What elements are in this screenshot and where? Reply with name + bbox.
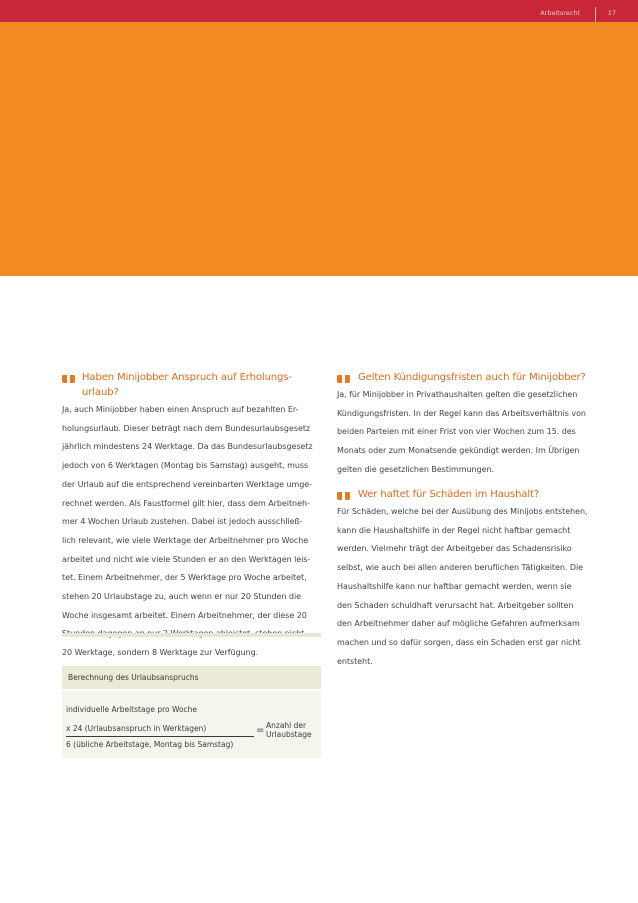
text-line: stehen 20 Urlaubstage zu, auch wenn er nur 20 Stunden die	[62, 592, 302, 602]
text-line: jährlich mindestens 24 Werktage. Da das Bundesurlaubsgesetz	[62, 442, 313, 452]
orange-image-block	[0, 22, 638, 276]
text-line: arbeitet und nicht wie viele Stunden er an den Werktagen leis-	[62, 554, 311, 564]
text-line: Haushaltshilfe kann nur haftbar gemacht werden, wenn sie	[337, 581, 572, 591]
text-line: werden. Vielmehr trägt der Arbeitgeber das Schadensrisiko	[337, 544, 572, 554]
text-line: jedoch von 6 Werktagen (Montag bis Samstag) ausgeht, muss	[62, 461, 309, 471]
fraction-line	[66, 736, 254, 737]
text-line: Monats oder zum Monatsende gekündigt werden. Im Übrigen	[337, 446, 580, 456]
question-liability: Wer haftet für Schäden im Haushalt?	[358, 489, 540, 500]
book-icon	[337, 492, 350, 500]
text-line: entsteht.	[337, 656, 373, 666]
text-line: den Schaden schuldhaft verursacht hat. Arbeitgeber sollten	[337, 600, 574, 610]
header-divider	[595, 7, 596, 22]
answer-termination	[337, 386, 586, 480]
text-line: kann die Haushaltshilfe in der Regel nicht haftbar gemacht	[337, 525, 571, 535]
text-line: Woche insgesamt arbeitet. Einem Arbeitnehmer, der diese 20	[62, 610, 307, 620]
text-line: Ja, auch Minijobber haben einen Anspruch auf bezahlten Er-	[62, 405, 299, 414]
question-vacation	[82, 370, 292, 400]
book-icon	[62, 375, 75, 383]
text-line: rechnet werden. Als Faustformel gilt hier, dass dem Arbeitneh-	[62, 498, 310, 508]
calc-line-multiplier: x 24 (Urlaubsanspruch in Werktagen)	[66, 724, 207, 733]
text-line: selbst, wie auch bei allen anderen beruflichen Tätigkeiten. Die	[337, 563, 584, 573]
calc-result-line1: Anzahl der	[266, 721, 307, 730]
question-termination: Gelten Kündigungsfristen auch für Minijobber?	[358, 372, 586, 383]
text-line: 20 Werktage, sondern 8 Werktage zur Verfügung.	[62, 648, 259, 658]
page-number: 17	[607, 9, 616, 17]
answer-liability	[337, 503, 588, 671]
answer-vacation	[62, 401, 313, 663]
text-line: Ja, für Minijobber in Privathaushalten gelten die gesetzlichen	[337, 390, 578, 399]
text-line: machen und so dafür sorgen, dass ein Schaden erst gar nicht	[337, 637, 581, 647]
text-line: tet. Einem Arbeitnehmer, der 5 Werktage pro Woche arbeitet,	[62, 573, 307, 583]
book-icon	[337, 375, 350, 383]
text-line: den Arbeitnehmer daher auf mögliche Gefahren aufmerksam	[337, 619, 580, 629]
text-line: beiden Parteien mit einer Frist von vier Wochen zum 15. des	[337, 427, 576, 437]
calc-box-title: Berechnung des Urlaubsanspruchs	[68, 673, 199, 682]
text-line: der Urlaub auf die entsprechend vereinbarten Werktage umge-	[62, 479, 312, 489]
calc-box-body	[62, 691, 321, 758]
box-top-rule	[62, 633, 321, 637]
text-line: gelten die gesetzlichen Bestimmungen.	[337, 464, 494, 474]
section-label: Arbeitsrecht	[540, 9, 580, 17]
calc-box-header	[62, 666, 321, 689]
calc-line-workdays: individuelle Arbeitstage pro Woche	[66, 705, 198, 714]
calc-result	[266, 721, 312, 739]
question-vacation-line1: Haben Minijobber Anspruch auf Erholungs-	[82, 372, 292, 383]
text-line: Für Schäden, welche bei der Ausübung des Minijobs entstehen,	[337, 507, 588, 516]
text-line: holungsurlaub. Dieser beträgt nach dem Bundesurlaubsgesetz	[62, 423, 311, 433]
calc-result-line2: Urlaubstage	[266, 730, 312, 739]
equals-sign: =	[256, 725, 265, 736]
text-line: Kündigungsfristen. In der Regel kann das Arbeitsverhältnis von	[337, 408, 586, 418]
calc-line-divisor: 6 (übliche Arbeitstage, Montag bis Samstag)	[66, 740, 234, 749]
text-line: mer 4 Wochen Urlaub zustehen. Dabei ist jedoch ausschließ-	[62, 517, 303, 527]
question-vacation-line2: urlaub?	[82, 387, 119, 398]
text-line: lich relevant, wie viele Werktage der Arbeitnehmer pro Woche	[62, 535, 309, 545]
